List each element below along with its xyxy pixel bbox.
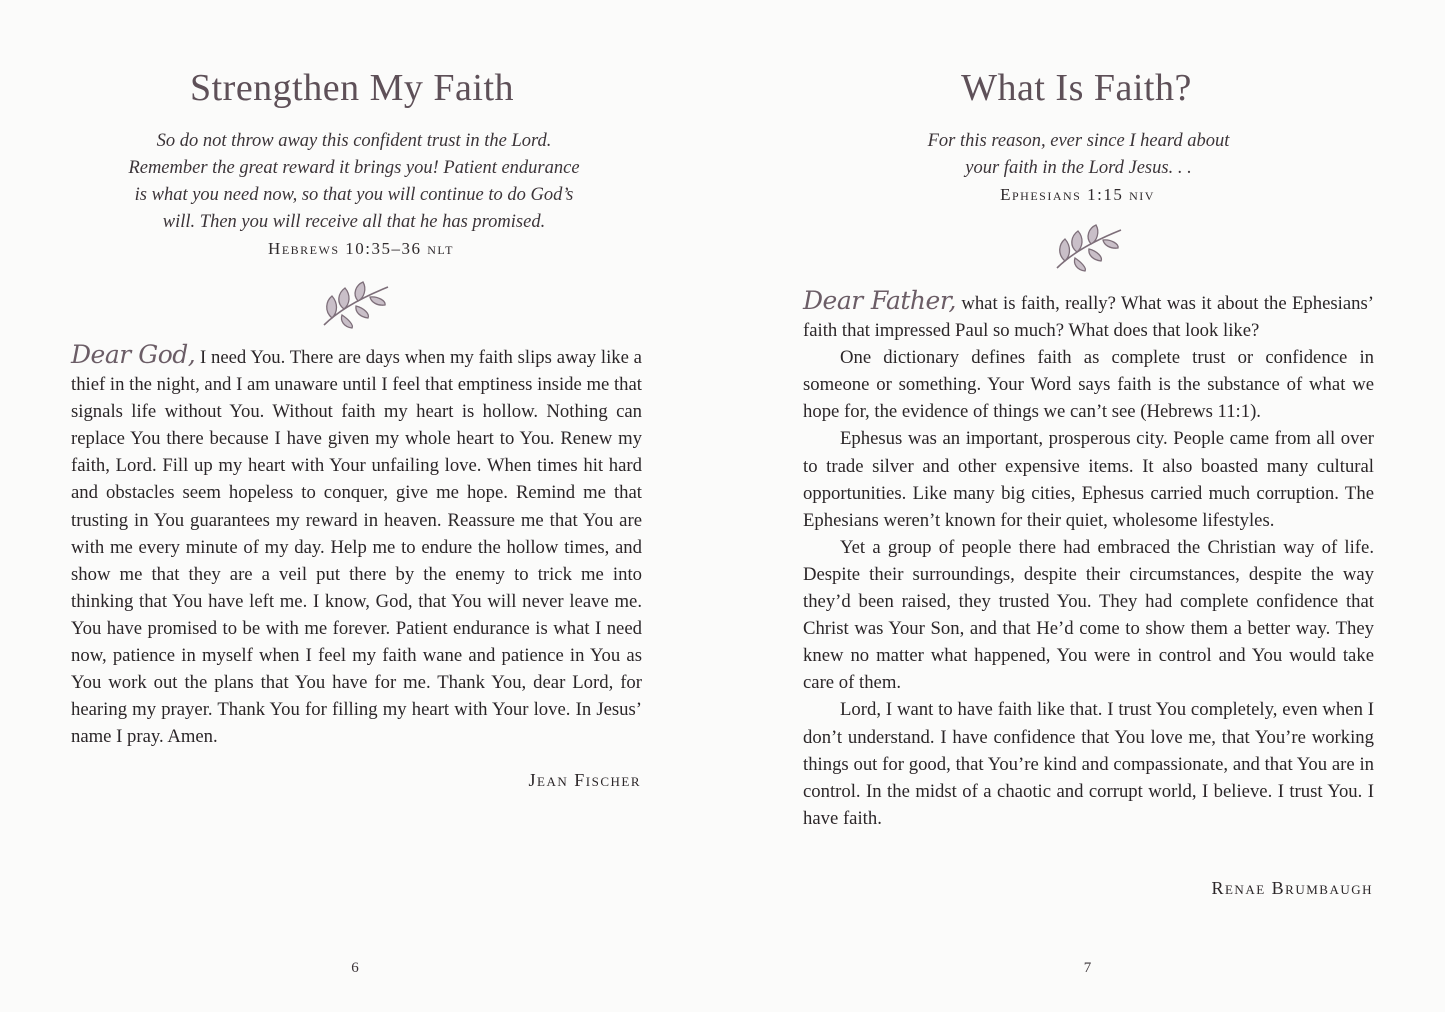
paragraph-text: I need You. There are days when my faith slips away like a thief in the night, and I am unaware until I feel that emptiness inside me that signals life without You. Without faith my heart is hollow. Nothing can replace You there because I have given my whole heart to You. Renew my faith, Lord. Fill up my heart with Your unfailing love. When times hit hard and obstacles seem hopeless to conquer, give me hope. Remind me that trusting in You guarantees my reward in heaven. Reassure me that You are with me every minute of my day. Help me to endure the hollow times, and show me that they are a veil put there by the enemy to trick me into thinking that You have left me. I know, God, that You will never leave me. You have promised to be with me forever. Patient endurance is what I need now, patience in myself when I feel my faith wane and patience in You as You work out the plans that You have for me. Thank You, dear Lord, for hearing my prayer. Thank You for filling my heart with Your love. In Jesus’ name I pray. Amen. [71,347,642,748]
prayer-paragraph: Ephesus was an important, prosperous city. People came from all over to trade silver and other expensive items. It also boasted many cultural opportunities. Like many big cities, Ephesus carried much corruption. The Ephesians weren’t known for their quiet, wholesome lifestyles. [803,428,1374,531]
scripture-verse [717,128,1440,182]
page-number: 7 [1083,960,1092,976]
author-name: Renae Brumbaugh [1211,878,1373,898]
right-page [722,0,1445,1012]
author-name: Jean Fischer [528,770,641,790]
verse-line: Remember the great reward it brings you! Patient endurance [128,158,580,178]
leaf-branch-icon [1051,224,1127,277]
verse-line: will. Then you will receive all that he has promised. [162,212,546,232]
prayer-body [71,340,642,750]
prayer-paragraph: Yet a group of people there had embraced the Christian way of life. Despite their surroundings, despite their circumstances, despite the way they’d been raised, they trusted You. They had complete confidence that Christ was Your Son, and that He’d come to show them a better way. They knew no matter what happened, You were in control and You would take care of them. [803,536,1374,694]
verse-line: So do not throw away this confident trust in the Lord. [156,131,552,151]
page-number: 6 [351,960,359,976]
leaf-branch-icon [318,281,394,334]
salutation: Dear God, [71,340,196,369]
verse-reference: Hebrews 10:35–36 nlt [268,239,454,258]
prayer-body [803,286,1374,832]
prayer-paragraph [803,286,1374,344]
prayer-paragraph [71,340,642,750]
prayer-paragraph: Lord, I want to have faith like that. I trust You completely, even when I don’t understand. I have confidence that You love me, that You’re working things out for good, that You’re kind and compassionate, and that You are in control. In the midst of a chaotic and corrupt world, I believe. I trust You. I have faith. [803,699,1374,829]
verse-line: your faith in the Lord Jesus. . . [965,158,1192,178]
verse-line: For this reason, ever since I heard about [927,131,1230,151]
paragraph-text: what is faith, really? What was it about the Ephesians’ faith that impressed Paul so much? What does that look like? [803,293,1374,342]
left-page [0,0,722,1012]
verse-line: is what you need now, so that you will continue to do God’s [134,185,574,205]
scripture-verse [0,128,715,236]
salutation: Dear Father, [803,286,956,315]
prayer-paragraph: One dictionary defines faith as complete trust or confidence in someone or something. Your Word says faith is the substance of what we hope for, the evidence of things we can’t see (Hebrews 11:1). [803,347,1374,423]
page-title: What Is Faith? [961,67,1192,109]
page-title: Strengthen My Faith [189,67,515,109]
verse-reference: Ephesians 1:15 niv [1000,185,1155,204]
